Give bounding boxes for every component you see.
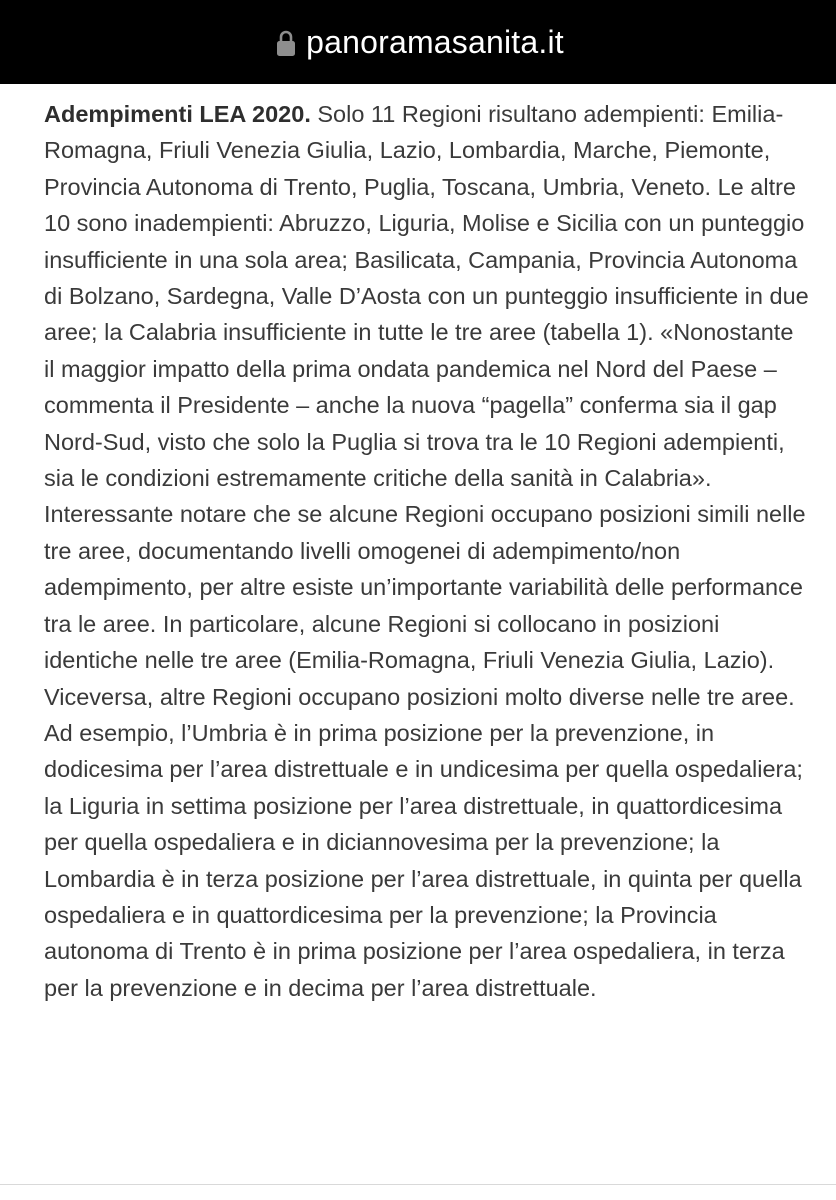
article-lead: Adempimenti LEA 2020. xyxy=(44,101,311,127)
article-paragraph xyxy=(44,96,809,1006)
bottom-divider xyxy=(0,1184,836,1185)
lock-icon xyxy=(276,29,296,57)
article-content xyxy=(44,96,809,1006)
article-body: Solo 11 Regioni risultano adempienti: Emilia-Romagna, Friuli Venezia Giulia, Lazio, Lombardia, Marche, Piemonte, Provincia Autonoma di Trento, Puglia, Toscana, Umbria, Veneto. Le altre 10 sono inadempienti: Abruzzo, Liguria, Molise e Sicilia con un punteggio insufficiente in una sola area; Basilicata, Campania, Provincia Autonoma di Bolzano, Sardegna, Valle D’Aosta con un punteggio insufficiente in due aree; la Calabria insufficiente in tutte le tre aree (tabella 1). «Nonostante il maggior impatto della prima ondata pandemica nel Nord del Paese – commenta il Presidente – anche la nuova “pagella” conferma sia il gap Nord-Sud, visto che solo la Puglia si trova tra le 10 Regioni adempienti, sia le condizioni estremamente critiche della sanità in Calabria». Interessante notare che se alcune Regioni occupano posizioni simili nelle tre aree, documentando livelli omogenei di adempimento/non adempimento, per altre esiste un’importante variabilità delle performance tra le aree. In particolare, alcune Regioni si collocano in posizioni identiche nelle tre aree (Emilia-Romagna, Friuli Venezia Giulia, Lazio). Viceversa, altre Regioni occupano posizioni molto diverse nelle tre aree. Ad esempio, l’Umbria è in prima posizione per la prevenzione, in dodicesima per l’area distrettuale e in undicesima per quella ospedaliera; la Liguria in settima posizione per l’area distrettuale, in quattordicesima per quella ospedaliera e in diciannovesima per la prevenzione; la Lombardia è in terza posizione per l’area distrettuale, in quinta per quella ospedaliera e in quattordicesima per la prevenzione; la Provincia autonoma di Trento è in prima posizione per l’area ospedaliera, in terza per la prevenzione e in decima per l’area distrettuale. xyxy=(44,101,809,1001)
browser-url-bar[interactable] xyxy=(0,0,836,84)
url-display[interactable] xyxy=(276,22,564,62)
url-text: panoramasanita.it xyxy=(306,24,564,60)
